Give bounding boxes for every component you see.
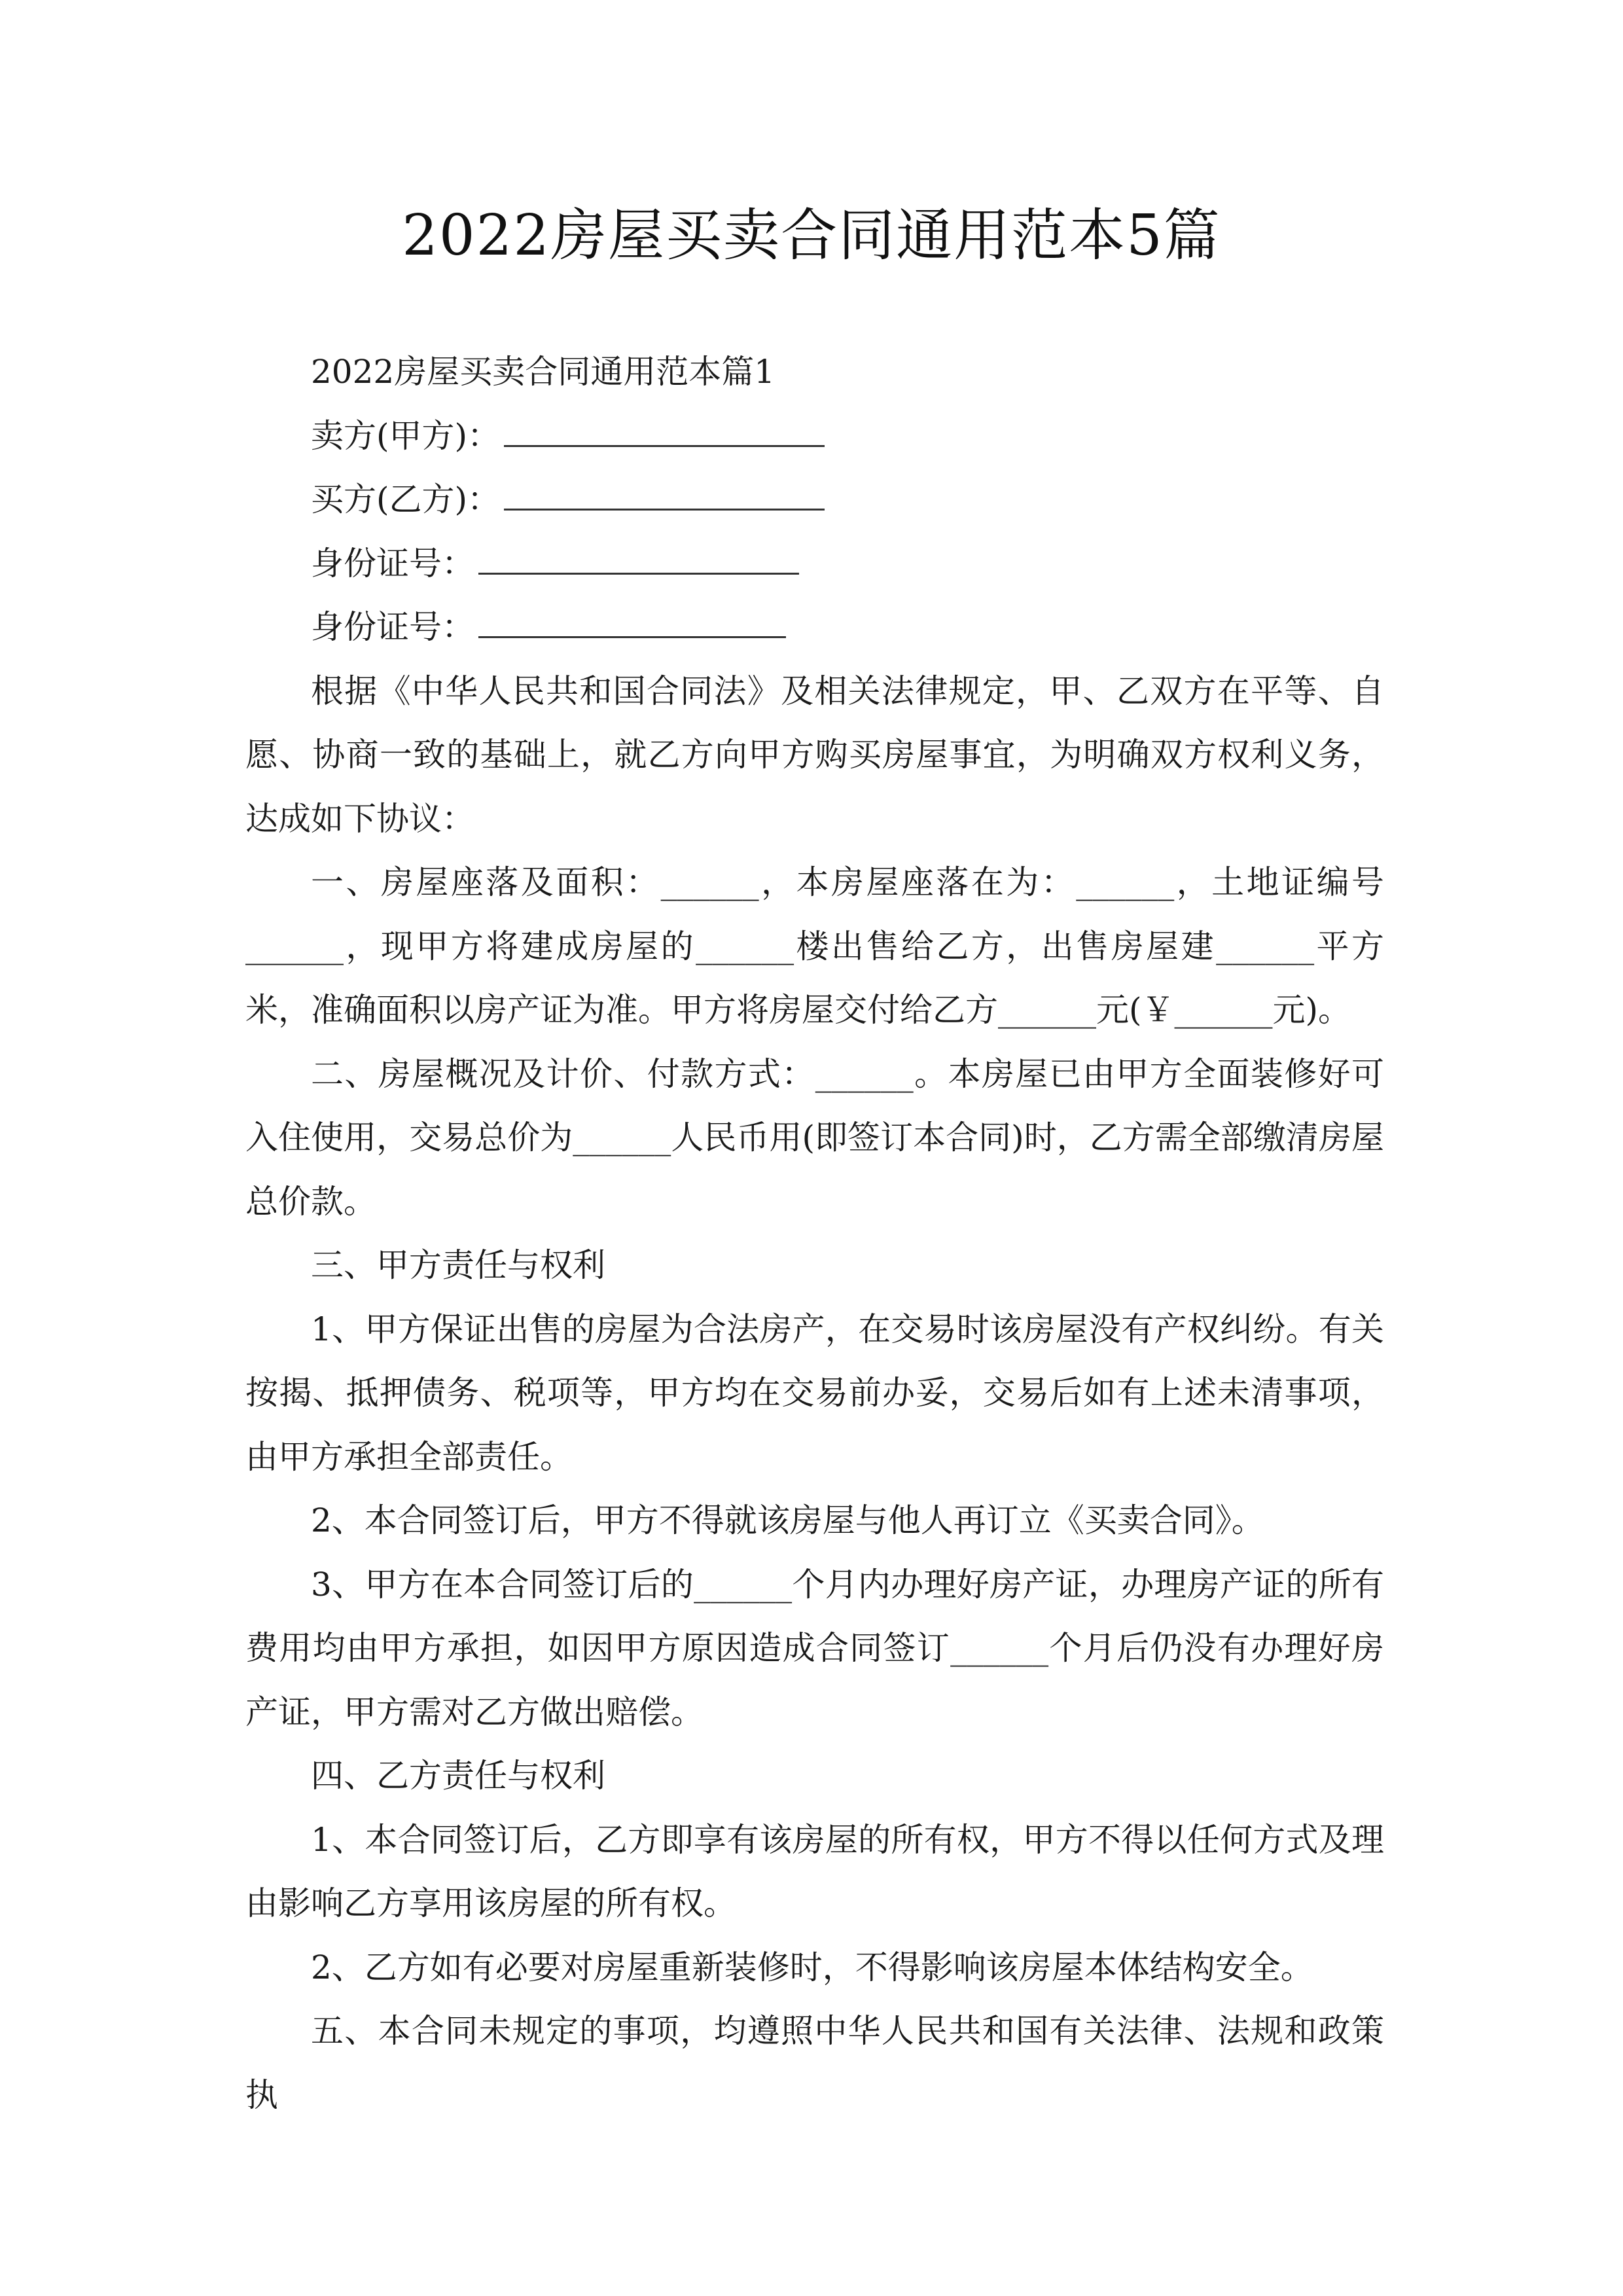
seller-field	[245, 404, 1384, 469]
id-number-blank-2[interactable]	[478, 598, 786, 638]
id-number-field-2	[245, 596, 1384, 660]
paragraph-clause-3-1: 1、甲方保证出售的房屋为合法房产，在交易时该房屋没有产权纠纷。有关按揭、抵押债务、税项等，甲方均在交易前办妥，交易后如有上述未清事项，由甲方承担全部责任。	[245, 1310, 1384, 1476]
id-number-field-1	[245, 532, 1384, 596]
buyer-label: 买方(乙方)：	[311, 480, 501, 518]
paragraph-clause-3-2: 2、本合同签订后，甲方不得就该房屋与他人再订立《买卖合同》。	[311, 1501, 1264, 1539]
paragraph-heading-3: 三、甲方责任与权利	[311, 1246, 605, 1284]
paragraph-heading-4: 四、乙方责任与权利	[311, 1757, 605, 1795]
paragraph-clause-2: 二、房屋概况及计价、付款方式：______。本房屋已由甲方全面装修好可入住使用，交易总价为______人民币用(即签订本合同)时，乙方需全部缴清房屋总价款。	[245, 1054, 1384, 1221]
paragraph-clause-4-2: 2、乙方如有必要对房屋重新装修时，不得影响该房屋本体结构安全。	[311, 1948, 1313, 1986]
paragraph-clause-1: 一、房屋座落及面积：______，本房屋座落在为：______，土地证编号______，现甲方将建成房屋的______楼出售给乙方，出售房屋建______平方米，准确面积以房产证为准。甲方将房屋交付给乙方______元(￥______元)。	[245, 863, 1384, 1029]
seller-blank[interactable]	[504, 407, 825, 447]
id-number-label-2: 身份证号：	[311, 608, 474, 646]
buyer-field	[245, 468, 1384, 532]
paragraph-clause-5: 五、本合同未规定的事项，均遵照中华人民共和国有关法律、法规和政策执	[245, 2012, 1384, 2114]
id-number-blank-1[interactable]	[478, 535, 799, 575]
document-body	[245, 340, 1384, 2127]
document-title: 2022房屋买卖合同通用范本5篇	[402, 203, 1221, 268]
paragraph-clause-4-1: 1、本合同签订后，乙方即享有该房屋的所有权，甲方不得以任何方式及理由影响乙方享用该房屋的所有权。	[245, 1820, 1384, 1922]
buyer-blank[interactable]	[504, 471, 825, 511]
id-number-label-1: 身份证号：	[311, 544, 474, 583]
section-heading: 2022房屋买卖合同通用范本篇1	[311, 353, 776, 391]
paragraph-clause-3-3: 3、甲方在本合同签订后的______个月内办理好房产证，办理房产证的所有费用均由甲方承担，如因甲方原因造成合同签订______个月后仍没有办理好房产证，甲方需对乙方做出赔偿。	[245, 1565, 1384, 1731]
paragraph-preamble: 根据《中华人民共和国合同法》及相关法律规定，甲、乙双方在平等、自愿、协商一致的基础上，就乙方向甲方购买房屋事宜，为明确双方权利义务，达成如下协议：	[245, 672, 1384, 838]
seller-label: 卖方(甲方)：	[311, 416, 501, 455]
